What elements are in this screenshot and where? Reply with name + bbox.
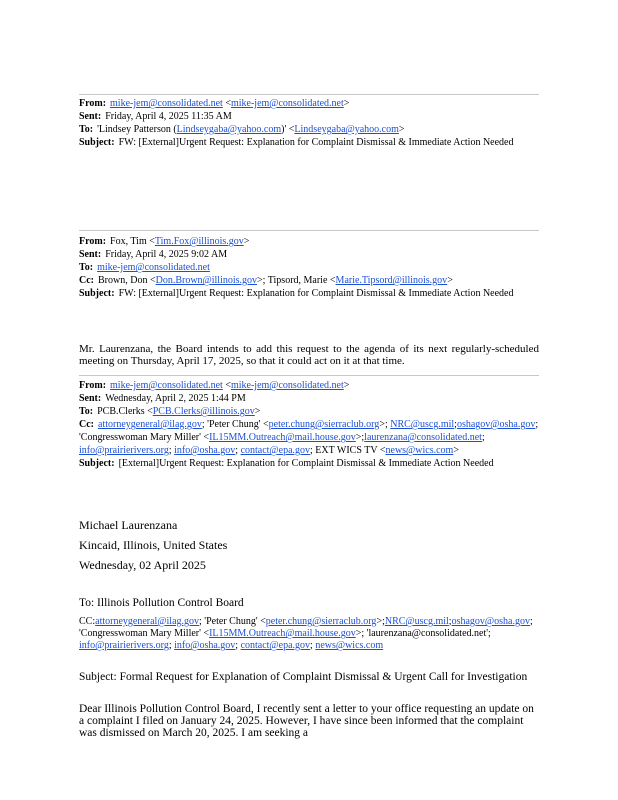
letter-date: Wednesday, 02 April 2025 [79,558,206,572]
sender-email-link[interactable]: mike-jem@consolidated.net [230,380,344,391]
letter-subject: Subject: Formal Request for Explanation of Complaint Dismissal & Urgent Call for Investigation [79,671,528,683]
subject-line: Subject: [External]Urgent Request: Explanation for Complaint Dismissal & Immediate Action Needed [79,458,494,469]
cc-email-link[interactable]: news@wics.com [315,640,384,651]
subject-line: Subject: FW: [External]Urgent Request: Explanation for Complaint Dismissal & Immediate Action Needed [79,137,514,148]
divider [79,230,539,231]
cc-email-link[interactable]: info@osha.gov [174,445,236,456]
sender-email-link[interactable]: mike-jem@consolidated.net [110,380,223,391]
sender-email-link[interactable]: mike-jem@consolidated.net [230,98,344,109]
cc-email-link[interactable]: info@prairierivers.org [79,445,169,456]
cc-email-link[interactable]: IL15MM.Outreach@mail.house.gov [209,628,356,639]
cc-email-link[interactable]: info@osha.gov [174,640,236,651]
cc-email-link[interactable]: oshagov@osha.gov [451,616,530,627]
cc-email-link[interactable]: info@prairierivers.org [79,640,169,651]
to-line: To: PCB.Clerks <PCB.Clerks@illinois.gov> [79,406,261,417]
letter-cc-block: CC:attorneygeneral@ilag.gov; 'Peter Chung' <peter.chung@sierraclub.org>;NRC@uscg.mil;oshagov@osha.gov; 'Congresswoman Mary Miller' <IL15MM.Outreach@mail.house.gov>; 'laurenzana@consolidated.net'; info@prairierivers.org; info@osha.gov; contact@epa.gov; news@wics.com [79,616,533,651]
sender-email-link[interactable]: mike-jem@consolidated.net [110,98,223,109]
divider [79,94,539,95]
cc-email-link[interactable]: attorneygeneral@ilag.gov [98,419,202,430]
sent-line: Sent: Wednesday, April 2, 2025 1:44 PM [79,393,246,404]
cc-email-link[interactable]: attorneygeneral@ilag.gov [95,616,200,627]
cc-email-link[interactable]: news@wics.com [385,445,454,456]
email-header-2 [79,235,539,300]
cc-line: Cc: Brown, Don <Don.Brown@illinois.gov>; Tipsord, Marie <Marie.Tipsord@illinois.gov> [79,275,453,286]
letter-sender-block [79,515,539,575]
cc-email-link[interactable]: NRC@uscg.mil [390,419,455,430]
divider [79,375,539,376]
sent-line: Sent: Friday, April 4, 2025 9:02 AM [79,249,228,260]
recipient-email-link[interactable]: mike-jem@consolidated.net [97,262,210,273]
cc-email-link[interactable]: contact@epa.gov [240,445,311,456]
from-line: From: mike-jem@consolidated.net <mike-jem@consolidated.net> [79,380,350,391]
letter-to-line: To: Illinois Pollution Control Board [79,597,244,609]
cc-email-link[interactable]: peter.chung@sierraclub.org [268,419,380,430]
recipient-email-link[interactable]: Lindseygaba@yahoo.com [294,124,399,135]
sender-location: Kincaid, Illinois, United States [79,538,228,552]
cc-email-link[interactable]: oshagov@osha.gov [456,419,536,430]
cc-email-link[interactable]: Don.Brown@illinois.gov [155,275,258,286]
recipient-email-link[interactable]: Lindseygaba@yahoo.com [176,124,282,135]
from-line: From: mike-jem@consolidated.net <mike-jem@consolidated.net> [79,98,350,109]
cc-email-link[interactable]: contact@epa.gov [240,640,311,651]
sender-name: Michael Laurenzana [79,518,178,532]
letter-body: Dear Illinois Pollution Control Board, I recently sent a letter to your office requesting an update on a complaint I filed on January 24, 2025. However, I have since been informed that the complaint was dismissed on March 20, 2025. I am seeking a [79,703,534,739]
email-header-3 [79,379,539,470]
cc-line: Cc: attorneygeneral@ilag.gov; 'Peter Chung' <peter.chung@sierraclub.org>; NRC@uscg.mil;oshagov@osha.gov; 'Congresswoman Mary Miller' <IL15MM.Outreach@mail.house.gov>;laurenzana@consolidated.net; info@prairierivers.org; info@osha.gov; contact@epa.gov; EXT WICS TV <news@wics.com> [79,419,539,456]
to-line: To: mike-jem@consolidated.net [79,262,210,273]
cc-email-link[interactable]: Marie.Tipsord@illinois.gov [335,275,448,286]
cc-email-link[interactable]: IL15MM.Outreach@mail.house.gov [209,432,356,443]
from-line: From: Fox, Tim <Tim.Fox@illinois.gov> [79,236,250,247]
cc-email-link[interactable]: peter.chung@sierraclub.org [265,616,377,627]
cc-email-link[interactable]: NRC@uscg.mil [384,616,449,627]
subject-line: Subject: FW: [External]Urgent Request: Explanation for Complaint Dismissal & Immediate Action Needed [79,288,514,299]
cc-email-link[interactable]: laurenzana@consolidated.net [364,432,482,443]
to-line: To: 'Lindsey Patterson (Lindseygaba@yahoo.com)' <Lindseygaba@yahoo.com> [79,124,405,135]
sender-email-link[interactable]: Tim.Fox@illinois.gov [154,236,244,247]
email-header-1 [79,97,539,149]
email-body-2: Mr. Laurenzana, the Board intends to add this request to the agenda of its next regularly-scheduled meeting on Thursday, April 17, 2025, so that it could act on it at that time. [79,343,539,367]
recipient-email-link[interactable]: PCB.Clerks@illinois.gov [152,406,255,417]
sent-line: Sent: Friday, April 4, 2025 11:35 AM [79,111,232,122]
